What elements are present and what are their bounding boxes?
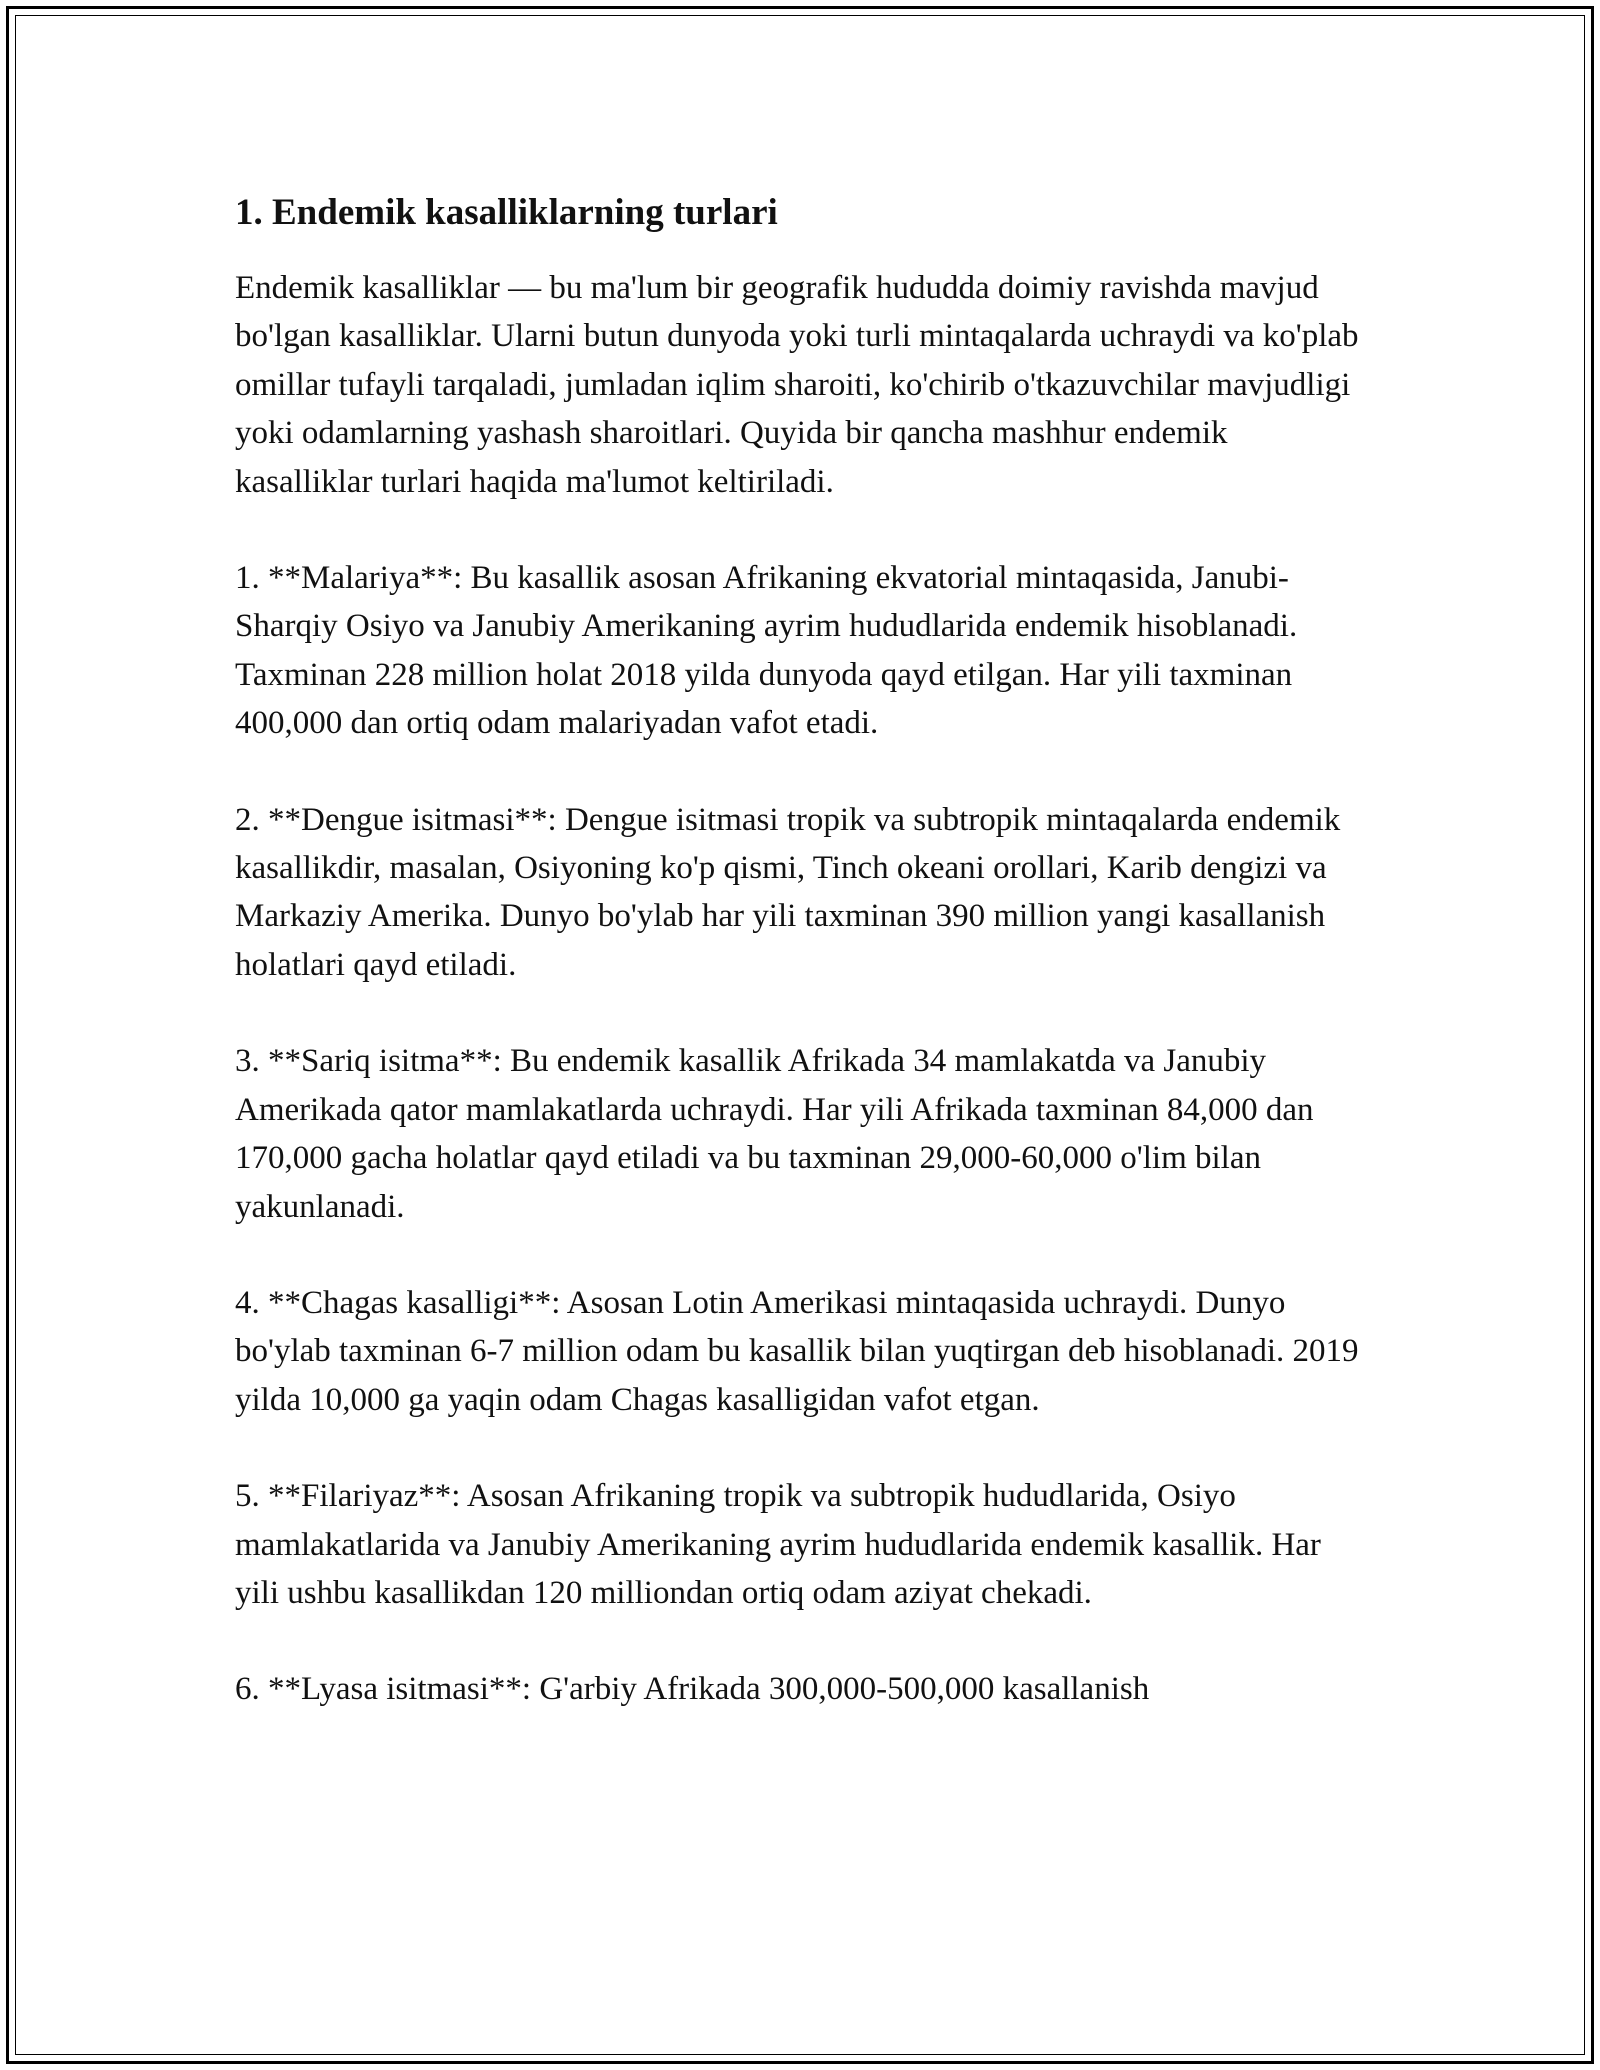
disease-item-yellow-fever: 3. **Sariq isitma**: Bu endemik kasallik Afrikada 34 mamlakatda va Janubiy Amerikada qator mamlakatlarda uchraydi. Har yili Afrikada taxminan 84,000 dan 170,000 gacha holatlar qayd etiladi va bu taxminan 29,000-60,000 o'lim bilan yakunlanadi. — [235, 1043, 1314, 1225]
section-heading: 1. Endemik kasalliklarning turlari — [235, 192, 778, 233]
disease-item-chagas: 4. **Chagas kasalligi**: Asosan Lotin Amerikasi mintaqasida uchraydi. Dunyo bo'ylab taxminan 6-7 million odam bu kasallik bilan yuqtirgan deb hisoblanadi. 2019 yilda 10,000 ga yaqin odam Chagas kasalligidan vafot etgan. — [235, 1284, 1359, 1418]
disease-item-malaria: 1. **Malariya**: Bu kasallik asosan Afrikaning ekvatorial mintaqasida, Janubi-Sharqiy Osiyo va Janubiy Amerikaning ayrim hududlarida endemik hisoblanadi. Taxminan 228 million holat 2018 yilda dunyoda qayd etilgan. Har yili taxminan 400,000 dan ortiq odam malariyadan vafot etadi. — [235, 560, 1298, 742]
disease-item-filariasis: 5. **Filariyaz**: Asosan Afrikaning tropik va subtropik hududlarida, Osiyo mamlakatlarida va Janubiy Amerikaning ayrim hududlarida endemik kasallik. Har yili ushbu kasallikdan 120 milliondan ortiq odam aziyat chekadi. — [235, 1478, 1321, 1611]
intro-paragraph: Endemik kasalliklar — bu ma'lum bir geografik hududda doimiy ravishda mavjud bo'lgan kasalliklar. Ularni butun dunyoda yoki turli mintaqalarda uchraydi va ko'plab omillar tufayli tarqaladi, jumladan iqlim sharoiti, ko'chirib o'tkazuvchilar mavjudligi yoki odamlarning yashash sharoitlari. Quyida bir qancha mashhur endemik kasalliklar turlari haqida ma'lumot keltiriladi. — [235, 270, 1359, 500]
disease-item-dengue: 2. **Dengue isitmasi**: Dengue isitmasi tropik va subtropik mintaqalarda endemik kasallikdir, masalan, Osiyoning ko'p qismi, Tinch okeani orollari, Karib dengizi va Markaziy Amerika. Dunyo bo'ylab har yili taxminan 390 million yangi kasallanish holatlari qayd etiladi. — [235, 801, 1341, 983]
document-body — [235, 184, 1365, 1762]
disease-item-lassa: 6. **Lyasa isitmasi**: G'arbiy Afrikada 300,000-500,000 kasallanish — [235, 1671, 1150, 1708]
